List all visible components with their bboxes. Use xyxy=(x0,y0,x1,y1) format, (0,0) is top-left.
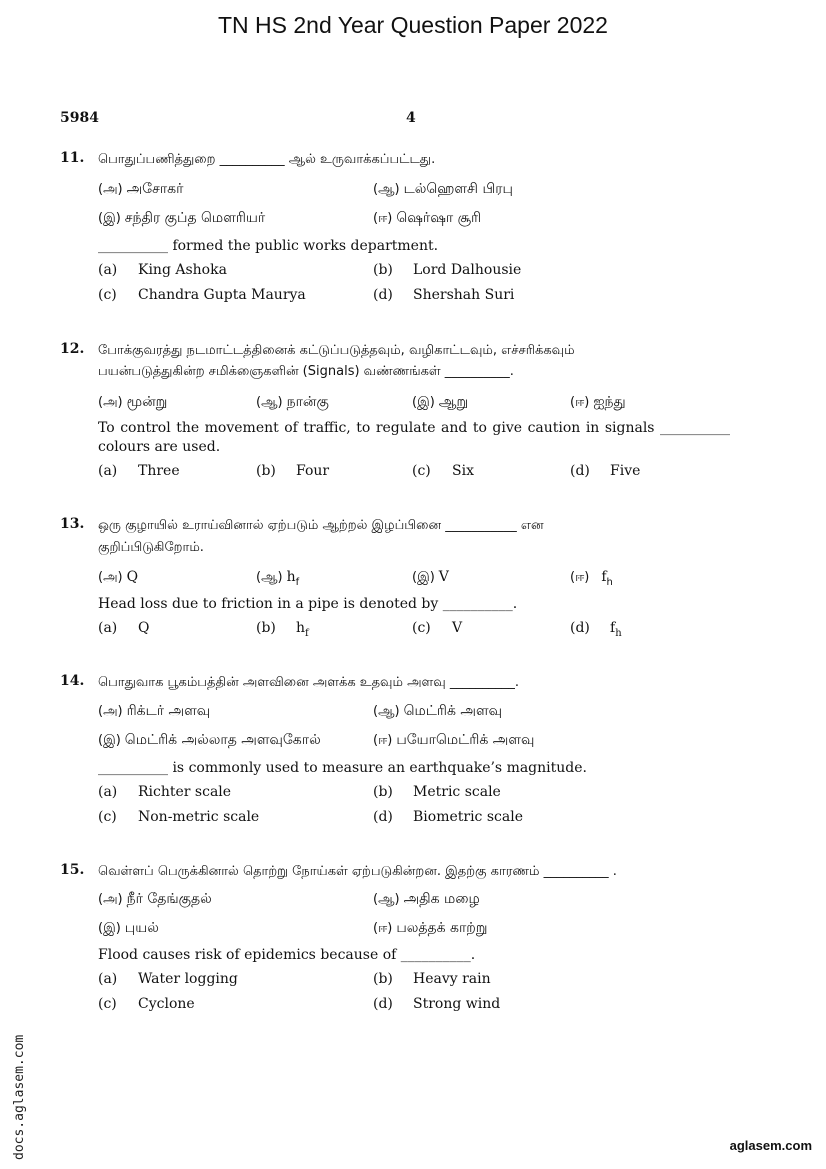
tamil-option: (ஆ) டல்ஹௌசி பிரபு xyxy=(373,181,513,197)
english-option: (a) Three xyxy=(98,463,180,479)
tamil-question-text: பொதுப்பணித்துறை __________ ஆல் உருவாக்கப்பட்டது. xyxy=(98,152,436,167)
english-option: (c) Cyclone xyxy=(98,996,195,1012)
english-option: (b) $h_f$ xyxy=(256,620,309,639)
tamil-option: (இ) சந்திர குப்த மௌரியர் xyxy=(98,210,266,226)
tamil-option: (அ) நீர் தேங்குதல் xyxy=(98,891,212,907)
question-number: 13. xyxy=(60,516,85,532)
tamil-option: (ஈ) பலத்தக் காற்று xyxy=(373,920,488,936)
tamil-question-text: வெள்ளப் பெருக்கினால் தொற்று நோய்கள் ஏற்படுகின்றன. இதற்கு காரணம் __________ . xyxy=(98,864,617,879)
english-option: (d) Biometric scale xyxy=(373,809,523,825)
tamil-option: (இ) ஆறு xyxy=(412,394,469,410)
english-option: (b) Heavy rain xyxy=(373,971,491,987)
tamil-option: (ஈ) $f_h$ xyxy=(570,569,613,588)
page-number: 4 xyxy=(406,110,416,126)
question-number: 14. xyxy=(60,673,85,689)
tamil-option: (இ) புயல் xyxy=(98,920,159,936)
english-option: (d) $f_h$ xyxy=(570,620,622,639)
english-question-text: Head loss due to friction in a pipe is denoted by __________. xyxy=(98,596,518,612)
tamil-question-text: போக்குவரத்து நடமாட்டத்தினைக் கட்டுப்படுத்தவும், வழிகாட்டவும், எச்சரிக்கவும் xyxy=(98,343,575,358)
english-question-text: Flood causes risk of epidemics because of __________. xyxy=(98,947,476,963)
tamil-question-text: பயன்படுத்துகின்ற சமிக்ஞைகளின் (Signals) வண்ணங்கள் __________. xyxy=(98,364,514,379)
english-option: (c) V xyxy=(412,620,463,636)
watermark: docs.aglasem.com xyxy=(12,1034,27,1160)
english-question-text: To control the movement of traffic, to regulate and to give caution in signals __________ colours are used. xyxy=(98,420,730,455)
brand-link[interactable]: aglasem.com xyxy=(729,1138,812,1153)
tamil-option: (அ) மூன்று xyxy=(98,394,168,410)
tamil-option: (ஈ) ஷெர்ஷா சூரி xyxy=(373,210,482,226)
page-title: TN HS 2nd Year Question Paper 2022 xyxy=(218,12,608,38)
question-number: 12. xyxy=(60,341,85,357)
paper-code: 5984 xyxy=(60,110,99,126)
english-option: (d) Strong wind xyxy=(373,996,501,1012)
english-option: (b) Lord Dalhousie xyxy=(373,262,522,278)
english-option: (d) Five xyxy=(570,463,641,479)
question-number: 11. xyxy=(60,150,85,166)
english-question-text: __________ formed the public works department. xyxy=(98,238,439,254)
tamil-option: (ஈ) பயோமெட்ரிக் அளவு xyxy=(373,732,535,748)
english-option: (b) Metric scale xyxy=(373,784,501,800)
tamil-option: (இ) மெட்ரிக் அல்லாத அளவுகோல் xyxy=(98,732,321,748)
tamil-option: (அ) ரிக்டர் அளவு xyxy=(98,703,211,719)
english-option: (a) Richter scale xyxy=(98,784,232,800)
tamil-option: (ஆ) அதிக மழை xyxy=(373,891,480,907)
tamil-option: (ஆ) மெட்ரிக் அளவு xyxy=(373,703,502,719)
tamil-option: (அ) Q xyxy=(98,569,139,585)
question-number: 15. xyxy=(60,862,85,878)
tamil-option: (ஈ) ஐந்து xyxy=(570,394,626,410)
english-option: (a) King Ashoka xyxy=(98,262,227,278)
english-question-text: __________ is commonly used to measure an earthquake’s magnitude. xyxy=(98,760,587,776)
tamil-question-text: குறிப்பிடுகிறோம். xyxy=(98,540,204,555)
english-option: (c) Non-metric scale xyxy=(98,809,260,825)
english-option: (a) Water logging xyxy=(98,971,238,987)
tamil-option: (இ) V xyxy=(412,569,449,585)
english-option: (c) Chandra Gupta Maurya xyxy=(98,287,306,303)
tamil-option: (ஆ) $h_f$ xyxy=(256,569,300,588)
tamil-option: (அ) அசோகர் xyxy=(98,181,184,197)
english-option: (b) Four xyxy=(256,463,330,479)
tamil-question-text: ஒரு குழாயில் உராய்வினால் ஏற்படும் ஆற்றல் இழப்பினை ___________ என xyxy=(98,518,544,533)
tamil-question-text: பொதுவாக பூகம்பத்தின் அளவினை அளக்க உதவும் அளவு __________. xyxy=(98,675,519,690)
tamil-option: (ஆ) நான்கு xyxy=(256,394,329,410)
english-option: (c) Six xyxy=(412,463,474,479)
english-option: (a) Q xyxy=(98,620,150,636)
english-option: (d) Shershah Suri xyxy=(373,287,515,303)
